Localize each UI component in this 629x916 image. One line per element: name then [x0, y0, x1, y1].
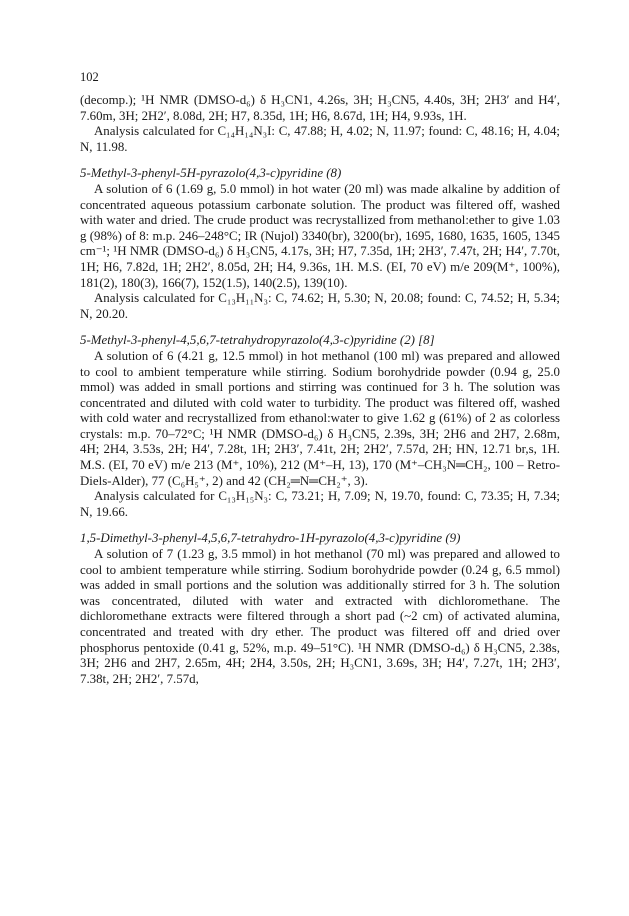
section-heading: 5-Methyl-3-phenyl-4,5,6,7-tetrahydropyrazolo(4,3-c)pyridine (2) [8] — [80, 333, 435, 348]
paragraph: (decomp.); ¹H NMR (DMSO-d₆) δ H₃CN1, 4.26s, 3H; H₃CN5, 4.40s, 3H; 2H3′ and H4′, 7.60m, 3H; 2H2′, 8.08d, 2H; H7, 8.35d, 1H; H6, 8.67d, 1H; H4, 9.93s, 1H. — [80, 93, 560, 123]
section-heading: 1,5-Dimethyl-3-phenyl-4,5,6,7-tetrahydro-1H-pyrazolo(4,3-c)pyridine (9) — [80, 531, 461, 546]
paragraph: Analysis calculated for C₁₄H₁₄N₃I: C, 47.88; H, 4.02; N, 11.97; found: C, 48.16; H, 4.04; N, 11.98. — [80, 124, 560, 154]
paragraph: A solution of 6 (1.69 g, 5.0 mmol) in hot water (20 ml) was made alkaline by addition of concentrated aqueous potassium carbonate solution. The product was filtered off, washed with water and dried. The crude product was recrystallized from methanol:ether to give 1.03 g (98%) of 8: m.p. 246–248°C; IR (Nujol) 3340(br), 3200(br), 1695, 1680, 1635, 1605, 1345 cm⁻¹; ¹H NMR (DMSO-d₆) δ H₃CN5, 4.17s, 3H; H7, 7.35d, 1H; 2H3′, 7.47t, 2H; H4′, 7.70t, 1H; H6, 7.82d, 1H; 2H2′, 8.05d, 2H; H4, 9.36s, 1H. M.S. (EI, 70 eV) m/e 209(M⁺, 100%), 181(2), 180(3), 166(7), 152(1.5), 140(2.5), 139(10). — [80, 181, 560, 290]
paragraph: A solution of 7 (1.23 g, 3.5 mmol) in hot methanol (70 ml) was prepared and allowed to cool to ambient temperature while stirring. Sodium borohydride powder (0.24 g, 6.5 mmol) was added in small portions and the solution was additionally stirred for 3 h. The solution was concentrated, diluted with water and extracted with dichloromethane. The dichloromethane extracts were filtered through a short pad (~2 cm) of activated alumina, concentrated and treated with dry ether. The product was filtered off and dried over phosphorus pentoxide (0.41 g, 52%, m.p. 49–51°C). ¹H NMR (DMSO-d₆) δ H₃CN5, 2.38s, 3H; 2H6 and 2H7, 2.65m, 4H; 2H4, 3.50s, 2H; H₃CN1, 3.69s, 3H; H4′, 7.27t, 1H; 2H3′, 7.38t, 2H; 2H2′, 7.57d, — [80, 547, 560, 686]
paragraph: Analysis calculated for C₁₃H₁₅N₃: C, 73.21; H, 7.09; N, 19.70, found: C, 73.35; H, 7.34; N, 19.66. — [80, 489, 560, 519]
page-number: 102 — [80, 70, 99, 84]
page-body — [80, 93, 560, 687]
section-heading: 5-Methyl-3-phenyl-5H-pyrazolo(4,3-c)pyridine (8) — [80, 166, 342, 181]
paragraph: Analysis calculated for C₁₃H₁₁N₃: C, 74.62; H, 5.30; N, 20.08; found: C, 74.52; H, 5.34; N, 20.20. — [80, 291, 560, 321]
paragraph: A solution of 6 (4.21 g, 12.5 mmol) in hot methanol (100 ml) was prepared and allowed to cool to ambient temperature while stirring. Sodium borohydride powder (0.94 g, 25.0 mmol) was added in small portions and stirring was continued for 3 h. The solution was concentrated and diluted with cold water to turbidity. The product was filtered off, washed with cold water and recrystallized from ethanol:water to give 1.62 g (61%) of 2 as colorless crystals: m.p. 70–72°C; ¹H NMR (DMSO-d₆) δ H₃CN5, 2.39s, 3H; 2H6 and 2H7, 2.68m, 4H; 2H4, 3.53s, 2H; H4′, 7.28t, 1H; 2H3′, 7.41t, 2H; 2H2′, 7.57d, 2H; HN, 12.71 br,s, 1H. M.S. (EI, 70 eV) m/e 213 (M⁺, 10%), 212 (M⁺–H, 13), 170 (M⁺–CH₃N═CH₂, 100 – Retro-Diels-Alder), 77 (C₆H₅⁺, 2) and 42 (CH₂═N═CH₂⁺, 3). — [80, 348, 560, 488]
